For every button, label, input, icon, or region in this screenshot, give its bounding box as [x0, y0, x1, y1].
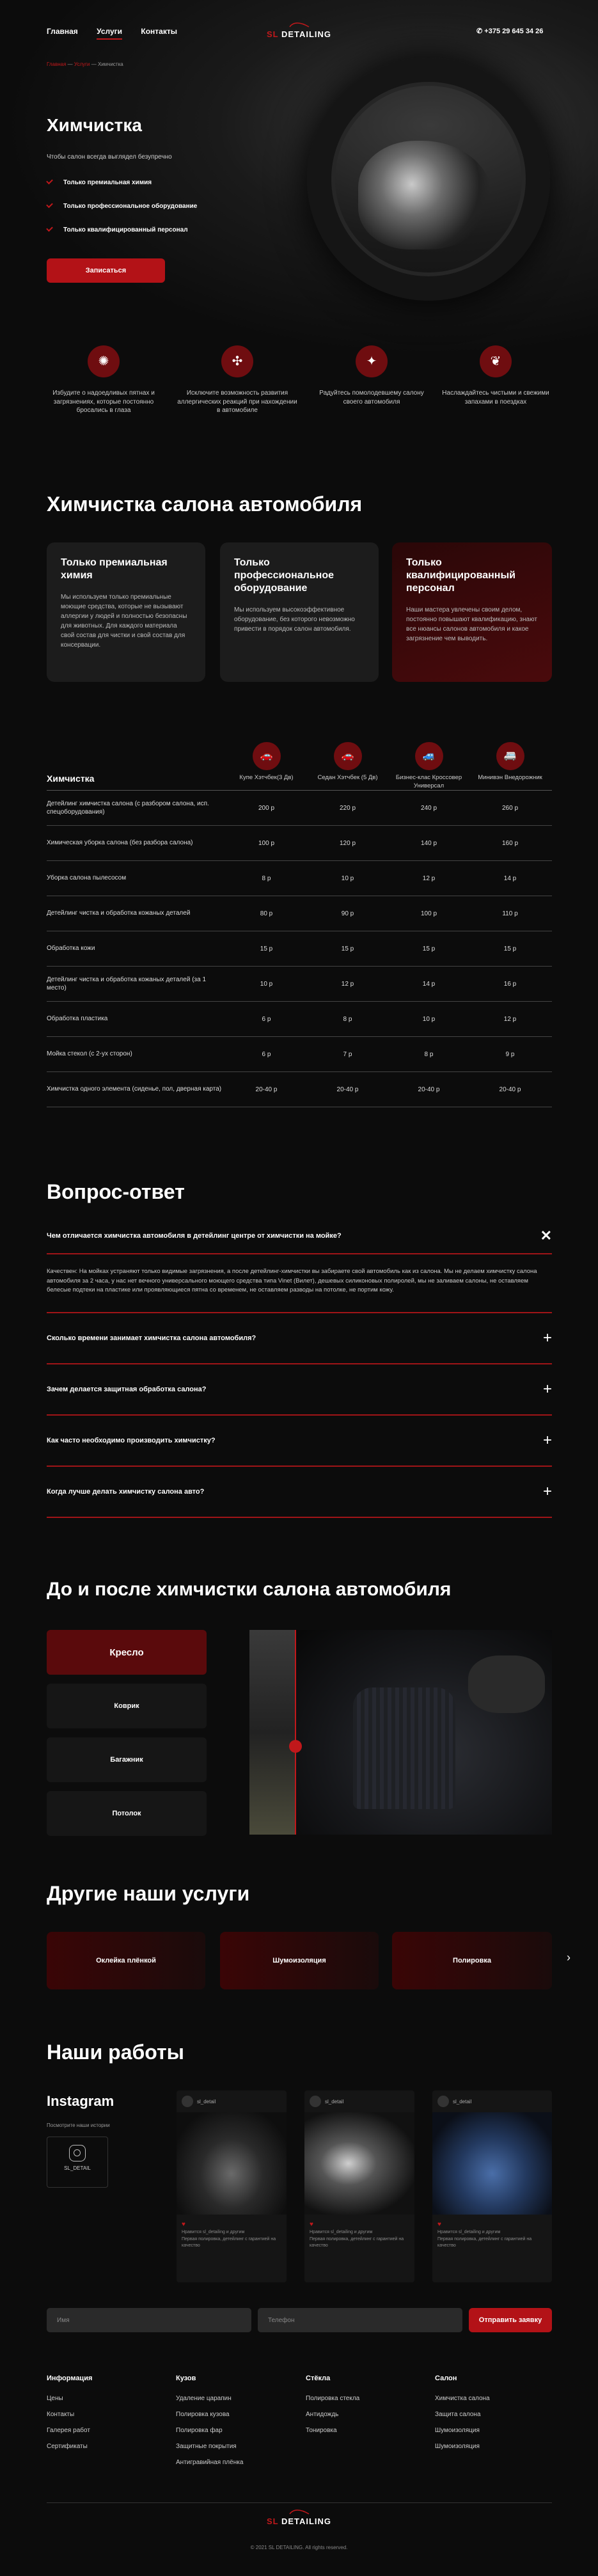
footer-link[interactable]: Химчистка салона — [435, 2395, 490, 2402]
check-item: Только профессиональное оборудование — [47, 203, 197, 210]
card-staff — [392, 542, 552, 682]
price-cell: 100 р — [258, 839, 275, 847]
breadcrumb: Главная — Услуги — Химчистка — [47, 61, 123, 67]
section-title: Химчистка салона автомобиля — [47, 493, 363, 516]
slider-line — [295, 1630, 296, 1835]
footer-link[interactable]: Защитные покрытия — [176, 2443, 237, 2450]
post-caption: Нравится sl_detailing и другим — [437, 2230, 501, 2234]
logo-sl: SL — [266, 2517, 279, 2526]
footer-link[interactable]: Полировка фар — [176, 2427, 223, 2434]
nav-services[interactable]: Услуги — [97, 27, 122, 40]
avatar — [310, 2096, 321, 2107]
instagram-post[interactable] — [304, 2090, 414, 2282]
before-image — [249, 1630, 295, 1835]
price-cell: 8 р — [262, 874, 271, 882]
price-cell: 15 р — [503, 945, 517, 952]
tab-mat[interactable]: Коврик — [47, 1684, 207, 1728]
submit-button[interactable]: Отправить заявку — [469, 2308, 552, 2332]
faq-list — [47, 1219, 552, 1518]
footer-link[interactable]: Контакты — [47, 2411, 75, 2418]
price-cell: 110 р — [502, 910, 518, 917]
service-noise[interactable]: Шумоизоляция — [220, 1932, 379, 1989]
main-nav — [47, 27, 194, 36]
faq-question-text: Как часто необходимо производить химчистку? — [47, 1437, 216, 1445]
table-header — [47, 742, 552, 791]
footer-divider — [47, 2502, 552, 2503]
table-row — [47, 1072, 552, 1107]
feature-2 — [177, 345, 298, 415]
table-row — [47, 826, 552, 861]
works-title: Наши работы — [47, 2041, 184, 2064]
table-row — [47, 967, 552, 1002]
breadcrumb-home[interactable]: Главная — [47, 61, 67, 67]
price-cell: 12 р — [422, 874, 436, 882]
faq-question-text: Сколько времени занимает химчистка салона автомобиля? — [47, 1334, 256, 1343]
footer-link[interactable]: Полировка кузова — [176, 2411, 230, 2418]
table-title: Химчистка — [47, 773, 95, 784]
price-cell: 260 р — [501, 804, 519, 812]
faq-item[interactable] — [47, 1416, 552, 1467]
col-label: Бизнес-клас Кроссовер Универсал — [395, 774, 462, 789]
header-phone[interactable] — [476, 27, 543, 35]
price-cell: 15 р — [260, 945, 273, 952]
tab-ceiling[interactable]: Потолок — [47, 1791, 207, 1836]
heart-icon[interactable]: ♥ — [182, 2221, 185, 2228]
price-cell: 80 р — [260, 910, 273, 917]
nav-home[interactable]: Главная — [47, 27, 78, 36]
phone-input[interactable]: Телефон — [258, 2308, 462, 2332]
post-caption: Нравится sl_detailing и другим — [182, 2230, 245, 2234]
footer-logo[interactable] — [262, 2509, 336, 2526]
instagram-title: Instagram — [47, 2093, 114, 2109]
instagram-post[interactable] — [177, 2090, 287, 2282]
heart-icon[interactable]: ♥ — [310, 2221, 313, 2228]
plus-icon[interactable]: + — [542, 1432, 552, 1450]
price-cell: 10 р — [341, 874, 354, 882]
post-caption: Нравится sl_detailing и другим — [310, 2230, 373, 2234]
car-logo-icon — [288, 22, 310, 28]
price-cell: 8 р — [424, 1050, 434, 1058]
col-minivan — [469, 742, 551, 782]
footer-col-title: Информация — [47, 2375, 93, 2382]
virus-icon: ✺ — [88, 345, 120, 377]
price-cell: 6 р — [262, 1050, 271, 1058]
faq-answer: Качествен: На мойках устраняют только видимые загрязнения, а после детейлинг-химчистки вы забираете свой автомобиль как из салона. Мы не делаем химчистку салона автомобиля за 2 часа, у нас нет вечного универсального моющего средства типа Vinet (Вилет), дешевых силиконовых полиролей, мы не заливаем салоны, не оставляем белесые подтеки на пластике или проявляющиеся пятна со временем, не оставляем разводы на потолке, не портим кожу. — [47, 1268, 537, 1294]
signup-button[interactable]: Записаться — [47, 258, 165, 283]
footer-link[interactable]: Галерея работ — [47, 2427, 90, 2434]
check-item: Только квалифицированный персонал — [47, 226, 197, 233]
service-name: Обработка пластика — [47, 1015, 108, 1023]
copyright: © 2021 SL DETAILING. All rights reserved. — [250, 2545, 348, 2550]
post-text: Первая полировка, детейлинг с гарантией на качество — [182, 2236, 276, 2248]
card-text: Мы используем высокоэффективное оборудование, без которого невозможно привести в порядок салон автомобиля. — [234, 606, 355, 633]
phone-icon: ✆ — [476, 28, 483, 35]
service-name: Химчистка одного элемента (сиденье, пол, дверная карта) — [47, 1086, 222, 1093]
service-name: Детейлинг чистка и обработка кожаных деталей — [47, 910, 191, 917]
table-row — [47, 1037, 552, 1072]
instagram-icon — [69, 2145, 86, 2161]
logo-detailing: DETAILING — [281, 2517, 332, 2526]
plus-icon[interactable]: + — [542, 1329, 552, 1347]
plus-icon[interactable]: + — [542, 1380, 552, 1398]
post-user: sl_detail — [197, 2098, 216, 2105]
car-sedan-icon: 🚗 — [334, 742, 362, 770]
feature-4 — [435, 345, 556, 406]
feature-1 — [43, 345, 164, 415]
before-after-slider[interactable] — [249, 1630, 552, 1835]
after-image — [295, 1630, 552, 1835]
services-title: Другие наши услуги — [47, 1882, 250, 1905]
table-row — [47, 931, 552, 967]
feature-text: Радуйтесь помолодевшему салону своего автомобиля — [319, 390, 424, 406]
service-name: Обработка кожи — [47, 945, 95, 952]
col-business — [388, 742, 469, 791]
footer-link[interactable]: Удаление царапин — [176, 2395, 232, 2402]
price-cell: 12 р — [341, 980, 354, 988]
faq-item-open — [47, 1219, 552, 1313]
avatar — [437, 2096, 449, 2107]
footer-link[interactable]: Шумоизоляция — [435, 2427, 480, 2434]
price-cell: 90 р — [341, 910, 354, 917]
table-row — [47, 1002, 552, 1037]
name-input[interactable]: Имя — [47, 2308, 251, 2332]
phone-number: +375 29 645 34 26 — [484, 28, 544, 35]
table-row — [47, 791, 552, 826]
price-cell: 20-40 р — [255, 1086, 278, 1093]
service-name: Уборка салона пылесосом — [47, 874, 127, 882]
footer-col-body — [176, 2375, 243, 2475]
slider-handle[interactable] — [289, 1740, 302, 1753]
price-cell: 20-40 р — [418, 1086, 440, 1093]
tab-seat[interactable]: Кресло — [47, 1630, 207, 1675]
card-text: Наши мастера увлечены своим делом, постоянно повышают квалификацию, знают все нюансы салонов автомобиля и какое загрязнение чем выводить. — [406, 606, 537, 642]
footer-col-title: Салон — [435, 2375, 457, 2382]
post-image-blue-car — [432, 2112, 552, 2215]
instagram-follow: Посмотрите наши истории — [47, 2122, 110, 2128]
faq-item[interactable] — [47, 1313, 552, 1364]
price-cell: 10 р — [422, 1015, 436, 1023]
price-cell: 140 р — [420, 839, 437, 847]
card-chemistry — [47, 542, 205, 682]
before-after-title: До и после химчистки салона автомобиля — [47, 1579, 452, 1600]
close-icon[interactable]: ✕ — [540, 1228, 552, 1244]
price-cell: 10 р — [260, 980, 273, 988]
footer-col-title: Стёкла — [306, 2375, 331, 2382]
post-image-car — [177, 2112, 287, 2215]
service-name: Детейлинг чистка и обработка кожаных деталей (за 1 место) — [47, 976, 207, 992]
molecule-icon: ✣ — [221, 345, 253, 377]
car-suv-icon: 🚙 — [415, 742, 443, 770]
price-cell: 240 р — [420, 804, 437, 812]
breadcrumb-services[interactable]: Услуги — [74, 61, 90, 67]
col-sedan — [307, 742, 388, 782]
price-cell: 14 р — [503, 874, 517, 882]
service-name: Мойка стекол (с 2-ух сторон) — [47, 1050, 132, 1058]
price-cell: 100 р — [420, 910, 437, 917]
table-row — [47, 896, 552, 931]
service-polish[interactable]: Полировка — [392, 1932, 552, 1989]
tab-trunk[interactable]: Багажник — [47, 1737, 207, 1782]
price-cell: 15 р — [341, 945, 354, 952]
price-cell: 200 р — [258, 804, 275, 812]
price-cell: 20-40 р — [499, 1086, 521, 1093]
air-freshener-icon: ❦ — [480, 345, 512, 377]
col-label: Купе Хэтчбек(3 Дв) — [239, 774, 294, 781]
chevron-right-icon[interactable]: › — [567, 1951, 570, 1964]
post-user: sl_detail — [453, 2098, 472, 2105]
price-cell: 120 р — [339, 839, 356, 847]
price-cell: 12 р — [503, 1015, 517, 1023]
feature-text: Наслаждайтесь чистыми и свежими запахами в поездках — [442, 390, 549, 406]
post-user: sl_detail — [325, 2098, 344, 2105]
breadcrumb-current: Химчистка — [97, 61, 123, 67]
car-coupe-icon: 🚗 — [253, 742, 281, 770]
col-label: Седан Хэтчбек (5 Дв) — [317, 774, 378, 781]
footer-link[interactable]: Полировка стекла — [306, 2395, 360, 2402]
instagram-post[interactable] — [432, 2090, 552, 2282]
post-text: Первая полировка, детейлинг с гарантией на качество — [437, 2236, 532, 2248]
nav-contacts[interactable]: Контакты — [141, 27, 177, 36]
footer-link[interactable]: Сертификаты — [47, 2443, 88, 2450]
logo-sl: SL — [266, 29, 279, 39]
faq-question-text: Зачем делается защитная обработка салона? — [47, 1386, 207, 1394]
footer-col-glass — [306, 2375, 359, 2443]
price-cell: 16 р — [503, 980, 517, 988]
card-title: Только квалифицированный персонал — [406, 557, 515, 594]
faq-title: Вопрос-ответ — [47, 1180, 185, 1203]
instagram-profile[interactable] — [47, 2137, 108, 2188]
feature-text: Исключите возможность развития аллергических реакций при нахождении в автомобиле — [177, 390, 297, 414]
avatar — [182, 2096, 193, 2107]
card-title: Только премиальная химия — [61, 557, 168, 581]
price-cell: 15 р — [422, 945, 436, 952]
car-minivan-icon: 🚐 — [496, 742, 524, 770]
hero-subtitle: Чтобы салон всегда выглядел безупречно — [47, 154, 172, 161]
footer-col-info — [47, 2375, 92, 2459]
price-cell: 14 р — [422, 980, 436, 988]
price-cell: 220 р — [339, 804, 356, 812]
footer-link[interactable]: Антигравийная плёнка — [176, 2459, 244, 2466]
col-label: Минивэн Внедорожник — [478, 774, 542, 781]
table-row — [47, 861, 552, 896]
car-logo-icon — [288, 2509, 310, 2515]
price-cell: 160 р — [501, 839, 519, 847]
faq-item[interactable] — [47, 1467, 552, 1518]
card-text: Мы используем только премиальные моющие средства, которые не вызывают аллергии у людей и полностью безопасны для животных. Для каждого материала свой состав для чистки и свой состав для консервации. — [61, 594, 187, 649]
col-coupe — [226, 742, 307, 782]
heart-icon[interactable]: ♥ — [437, 2221, 441, 2228]
faq-question-text: Когда лучше делать химчистку салона авто? — [47, 1488, 205, 1496]
footer-link[interactable]: Шумоизоляция — [435, 2443, 480, 2450]
logo[interactable] — [262, 22, 336, 39]
price-cell: 20-40 р — [336, 1086, 359, 1093]
footer-link[interactable]: Антидождь — [306, 2411, 339, 2418]
footer-link[interactable]: Тонировка — [306, 2427, 337, 2434]
price-cell: 6 р — [262, 1015, 271, 1023]
page-title: Химчистка — [47, 115, 142, 135]
check-item: Только премиальная химия — [47, 179, 197, 186]
card-equipment — [220, 542, 379, 682]
logo-detailing: DETAILING — [281, 29, 332, 39]
footer-col-salon — [435, 2375, 490, 2459]
feature-3 — [311, 345, 432, 406]
plus-icon[interactable]: + — [542, 1483, 552, 1501]
card-title: Только профессиональное оборудование — [234, 557, 334, 594]
service-name: Химическая уборка салона (без разбора салона) — [47, 839, 193, 847]
post-text: Первая полировка, детейлинг с гарантией на качество — [310, 2236, 404, 2248]
hero-checklist — [47, 179, 197, 250]
price-table — [47, 742, 552, 1107]
sparkle-icon: ✦ — [356, 345, 388, 377]
footer-link[interactable]: Цены — [47, 2395, 63, 2402]
service-name: Детейлинг химчистка салона (с разбором салона, исп. спецоборудования) — [47, 800, 209, 816]
faq-item[interactable] — [47, 1364, 552, 1416]
price-cell: 8 р — [343, 1015, 352, 1023]
price-cell: 7 р — [343, 1050, 352, 1058]
post-image-interior — [304, 2112, 414, 2215]
instagram-handle: SL_DETAIL — [64, 2165, 91, 2171]
service-film[interactable]: Оклейка плёнкой — [47, 1932, 205, 1989]
faq-question-text: Чем отличается химчистка автомобиля в детейлинг центре от химчистки на мойке? — [47, 1232, 342, 1240]
price-cell: 9 р — [505, 1050, 515, 1058]
footer-link[interactable]: Защита салона — [435, 2411, 481, 2418]
faq-question[interactable] — [47, 1219, 552, 1254]
footer-col-title: Кузов — [176, 2375, 196, 2382]
feature-text: Избудите о надоедливых пятнах и загрязнениях, которые постоянно бросались в глаза — [52, 390, 155, 414]
